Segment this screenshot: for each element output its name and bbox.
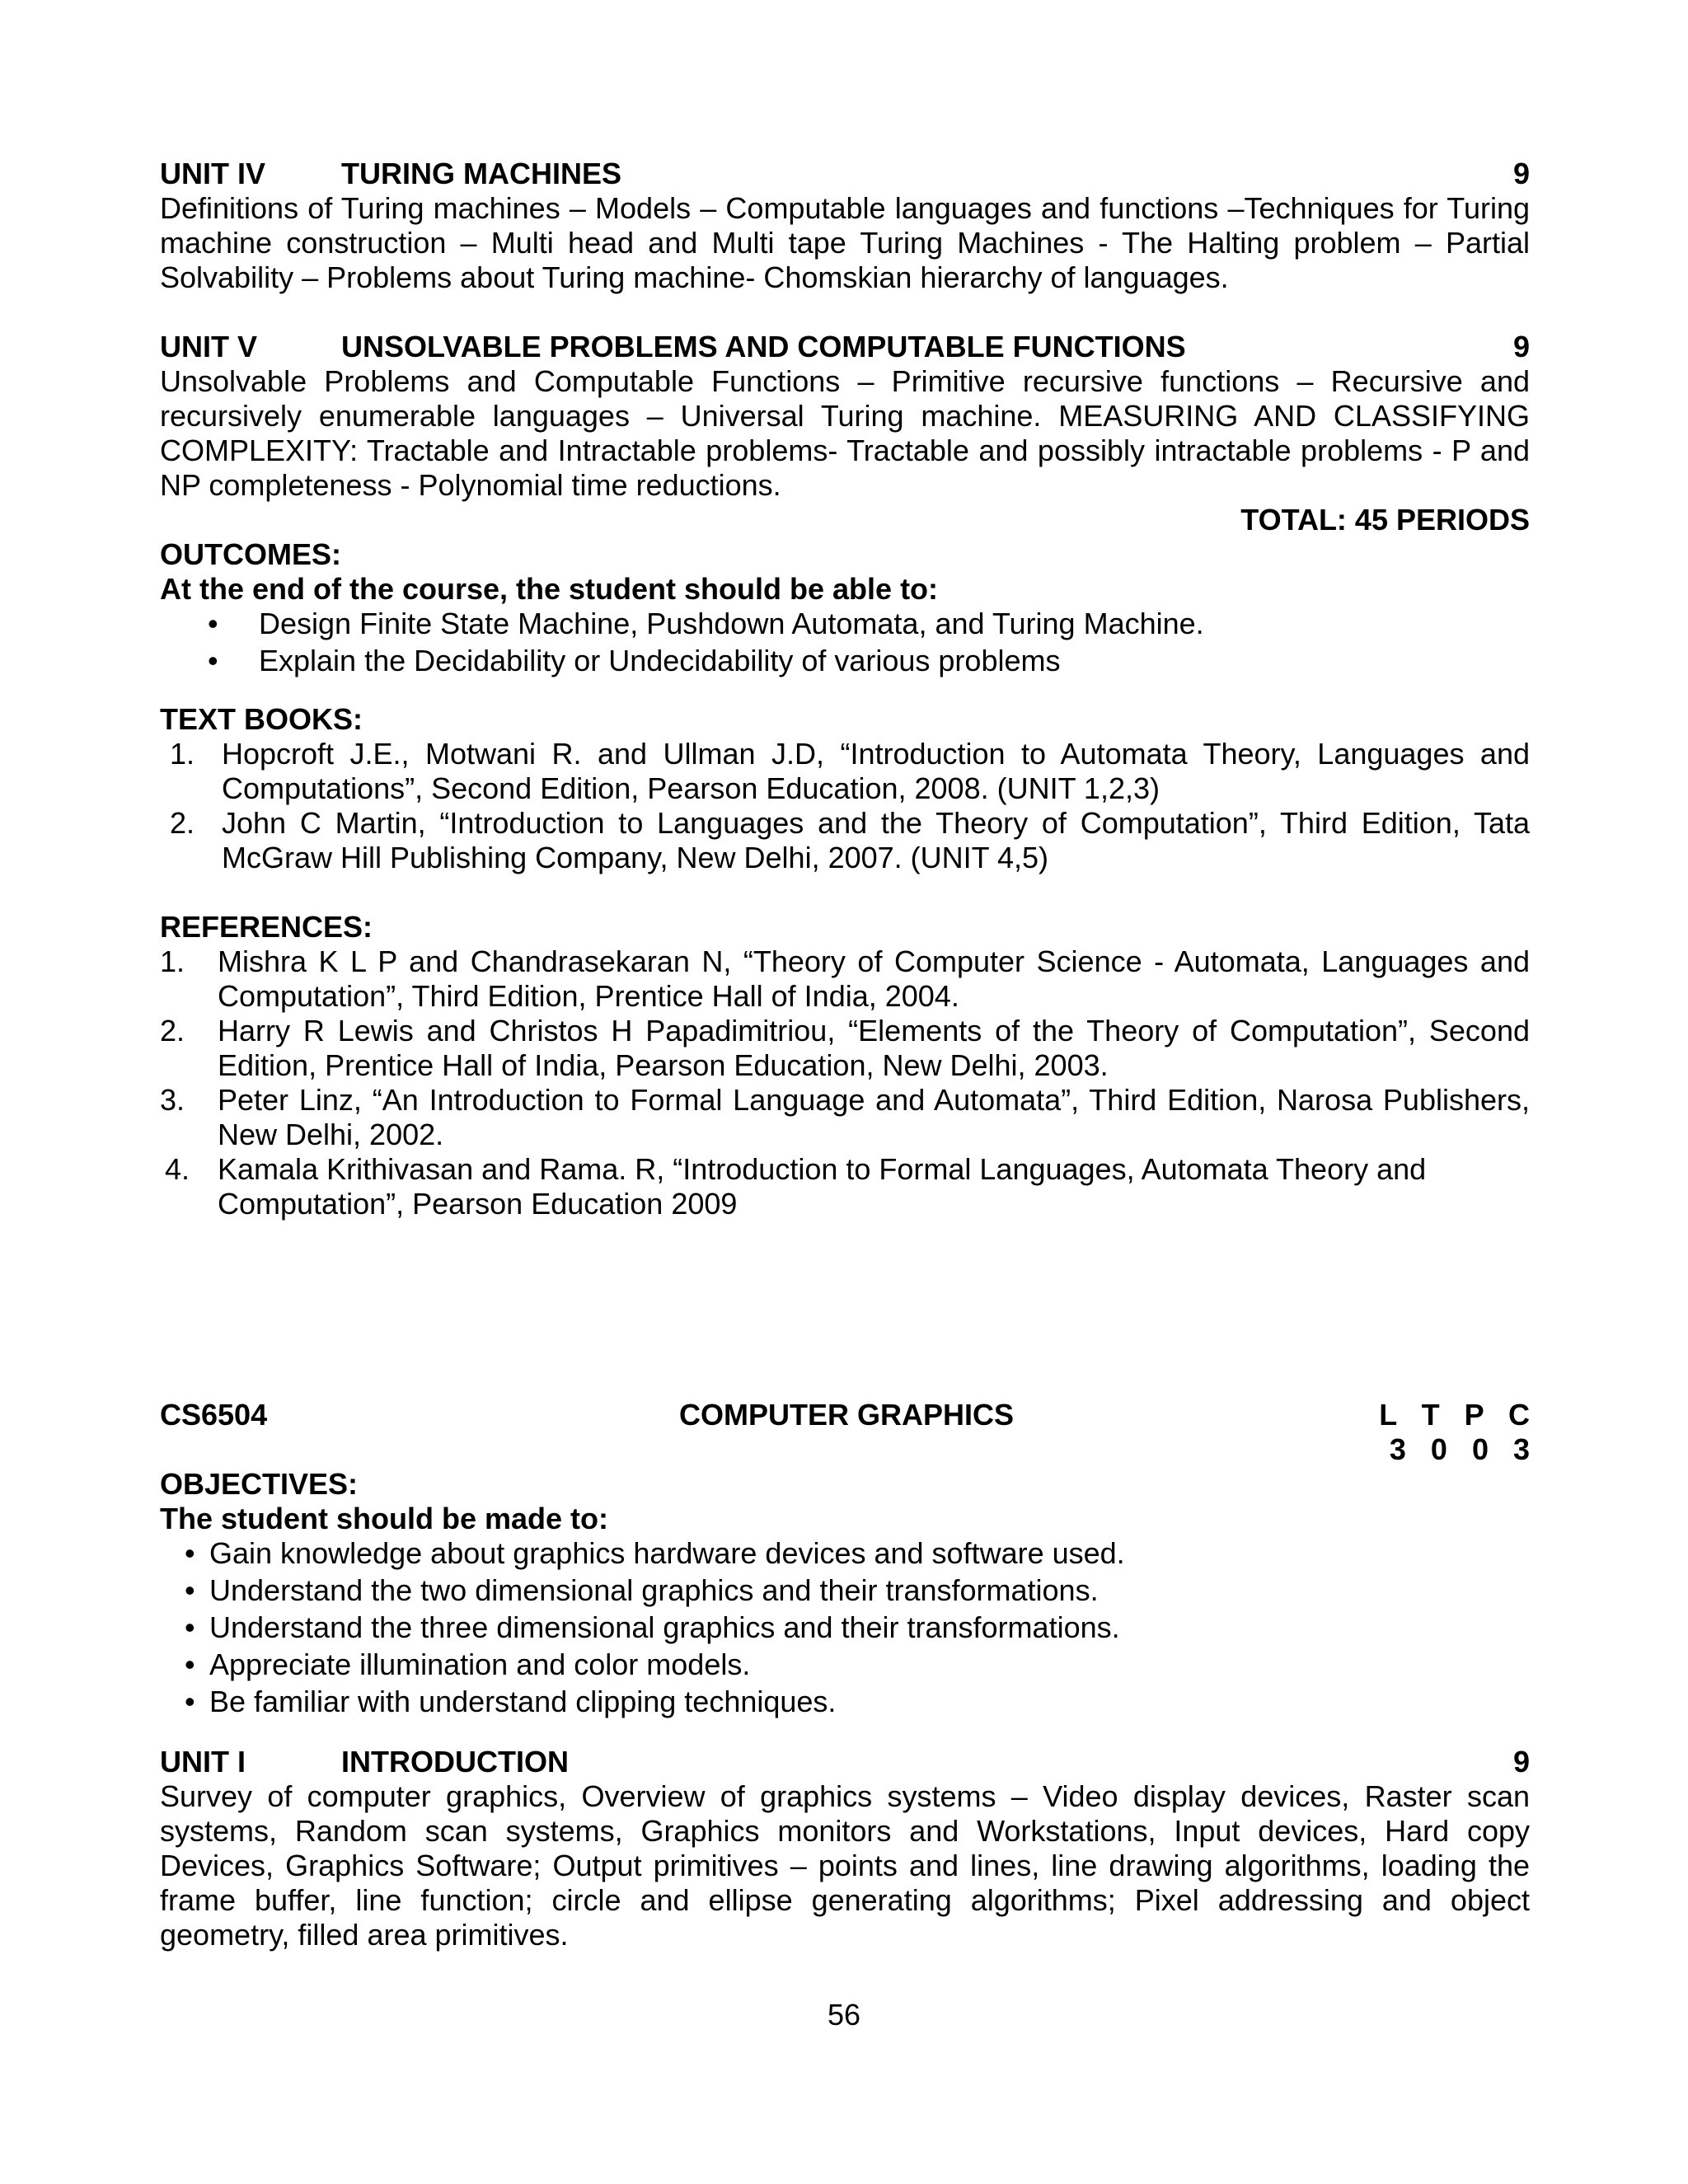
list-item: • Be familiar with understand clipping techniques. <box>185 1685 837 1718</box>
objectives-list <box>160 1536 1530 1722</box>
unit-1-body: Survey of computer graphics, Overview of graphics systems – Video display devices, Raster scan systems, Random scan systems, Graphics monitors and Workstations, Input devices, Hard copy Devices, Graphics Software; Output primitives – points and lines, line drawing algorithms, loading the frame buffer, line function; circle and ellipse generating algorithms; Pixel addressing and object geometry, filled area primitives. <box>160 1779 1530 1952</box>
unit-5-header <box>160 330 1530 364</box>
list-item: 2. Harry R Lewis and Christos H Papadimitriou, “Elements of the Theory of Computation”, Second Edition, Prentice Hall of India, Pearson Education, New Delhi, 2003. <box>160 1014 1530 1082</box>
ltpc-label: L T P C <box>1379 1398 1538 1432</box>
outcomes-heading: OUTCOMES: <box>160 537 341 571</box>
list-item: 1. Hopcroft J.E., Motwani R. and Ullman J.D, “Introduction to Automata Theory, Languages and Computations”, Second Edition, Pearson Education, 2008. (UNIT 1,2,3) <box>170 737 1530 805</box>
list-item: 3. Peter Linz, “An Introduction to Formal Language and Automata”, Third Edition, Narosa Publishers, New Delhi, 2002. <box>160 1083 1530 1151</box>
unit-1-hours: 9 <box>1512 1745 1530 1779</box>
unit-4-body: Definitions of Turing machines – Models – Computable languages and functions –Techniques for Turing machine construction – Multi head and Multi tape Turing Machines - The Halting problem – Partial Solvability – Problems about Turing machine- Chomskian hierarchy of languages. <box>160 191 1530 294</box>
unit-1-number: UNIT I <box>160 1745 246 1779</box>
list-item: 2. John C Martin, “Introduction to Languages and the Theory of Computation”, Third Edition, Tata McGraw Hill Publishing Company, New Delhi, 2007. (UNIT 4,5) <box>170 806 1530 874</box>
outcomes-list <box>160 607 1530 681</box>
unit-5-hours: 9 <box>1512 330 1530 363</box>
objectives-intro: The student should be made to: <box>160 1502 609 1535</box>
page-number: 56 <box>827 1998 861 2032</box>
bullet-icon: • <box>185 1573 195 1607</box>
unit-4-title: TURING MACHINES <box>341 157 621 190</box>
course-code: CS6504 <box>160 1398 268 1432</box>
list-item: 4. Kamala Krithivasan and Rama. R, “Introduction to Formal Languages, Automata Theory and Computation”, Pearson Education 2009 <box>165 1152 1427 1221</box>
bullet-icon: • <box>185 1536 195 1570</box>
unit-4-number: UNIT IV <box>160 157 266 190</box>
references-heading: REFERENCES: <box>160 910 373 944</box>
bullet-icon: • <box>208 607 218 640</box>
ltpc-values: 3 0 0 3 <box>1389 1432 1538 1466</box>
unit-5-number: UNIT V <box>160 330 258 363</box>
list-item: • Explain the Decidability or Undecidability of various problems <box>208 644 1061 677</box>
list-item: • Understand the two dimensional graphics and their transformations. <box>185 1573 1099 1607</box>
objectives-heading: OBJECTIVES: <box>160 1467 359 1501</box>
course-title: COMPUTER GRAPHICS <box>679 1398 1015 1432</box>
bullet-icon: • <box>185 1647 195 1681</box>
total-periods: TOTAL: 45 PERIODS <box>1240 503 1530 537</box>
bullet-icon: • <box>185 1685 195 1718</box>
list-item: 1. Mishra K L P and Chandrasekaran N, “Theory of Computer Science - Automata, Languages and Computation”, Third Edition, Prentice Hall of India, 2004. <box>160 944 1530 1013</box>
unit-5-body: Unsolvable Problems and Computable Functions – Primitive recursive functions – Recursive and recursively enumerable languages – Universal Turing machine. MEASURING AND CLASSIFYING COMPLEXITY: Tractable and Intractable problems- Tractable and possibly intractable problems - P and NP completeness - Polynomial time reductions. <box>160 364 1530 502</box>
unit-1-title: INTRODUCTION <box>341 1745 569 1779</box>
list-item: • Understand the three dimensional graphics and their transformations. <box>185 1610 1120 1644</box>
course-header <box>160 1398 1538 1432</box>
references-list <box>160 944 1530 1221</box>
list-item: • Design Finite State Machine, Pushdown Automata, and Turing Machine. <box>208 607 1204 640</box>
unit-4-header <box>160 157 1530 191</box>
unit-1-header <box>160 1745 1530 1779</box>
bullet-icon: • <box>185 1610 195 1644</box>
document-page <box>160 157 1538 1952</box>
unit-4-hours: 9 <box>1512 157 1530 190</box>
list-item: • Gain knowledge about graphics hardware devices and software used. <box>185 1536 1125 1570</box>
text-books-heading: TEXT BOOKS: <box>160 702 363 736</box>
unit-5-title: UNSOLVABLE PROBLEMS AND COMPUTABLE FUNCTIONS <box>341 330 1186 363</box>
text-books-list <box>160 737 1530 875</box>
list-item: • Appreciate illumination and color models. <box>185 1647 751 1681</box>
bullet-icon: • <box>208 644 218 677</box>
outcomes-intro: At the end of the course, the student should be able to: <box>160 572 939 606</box>
